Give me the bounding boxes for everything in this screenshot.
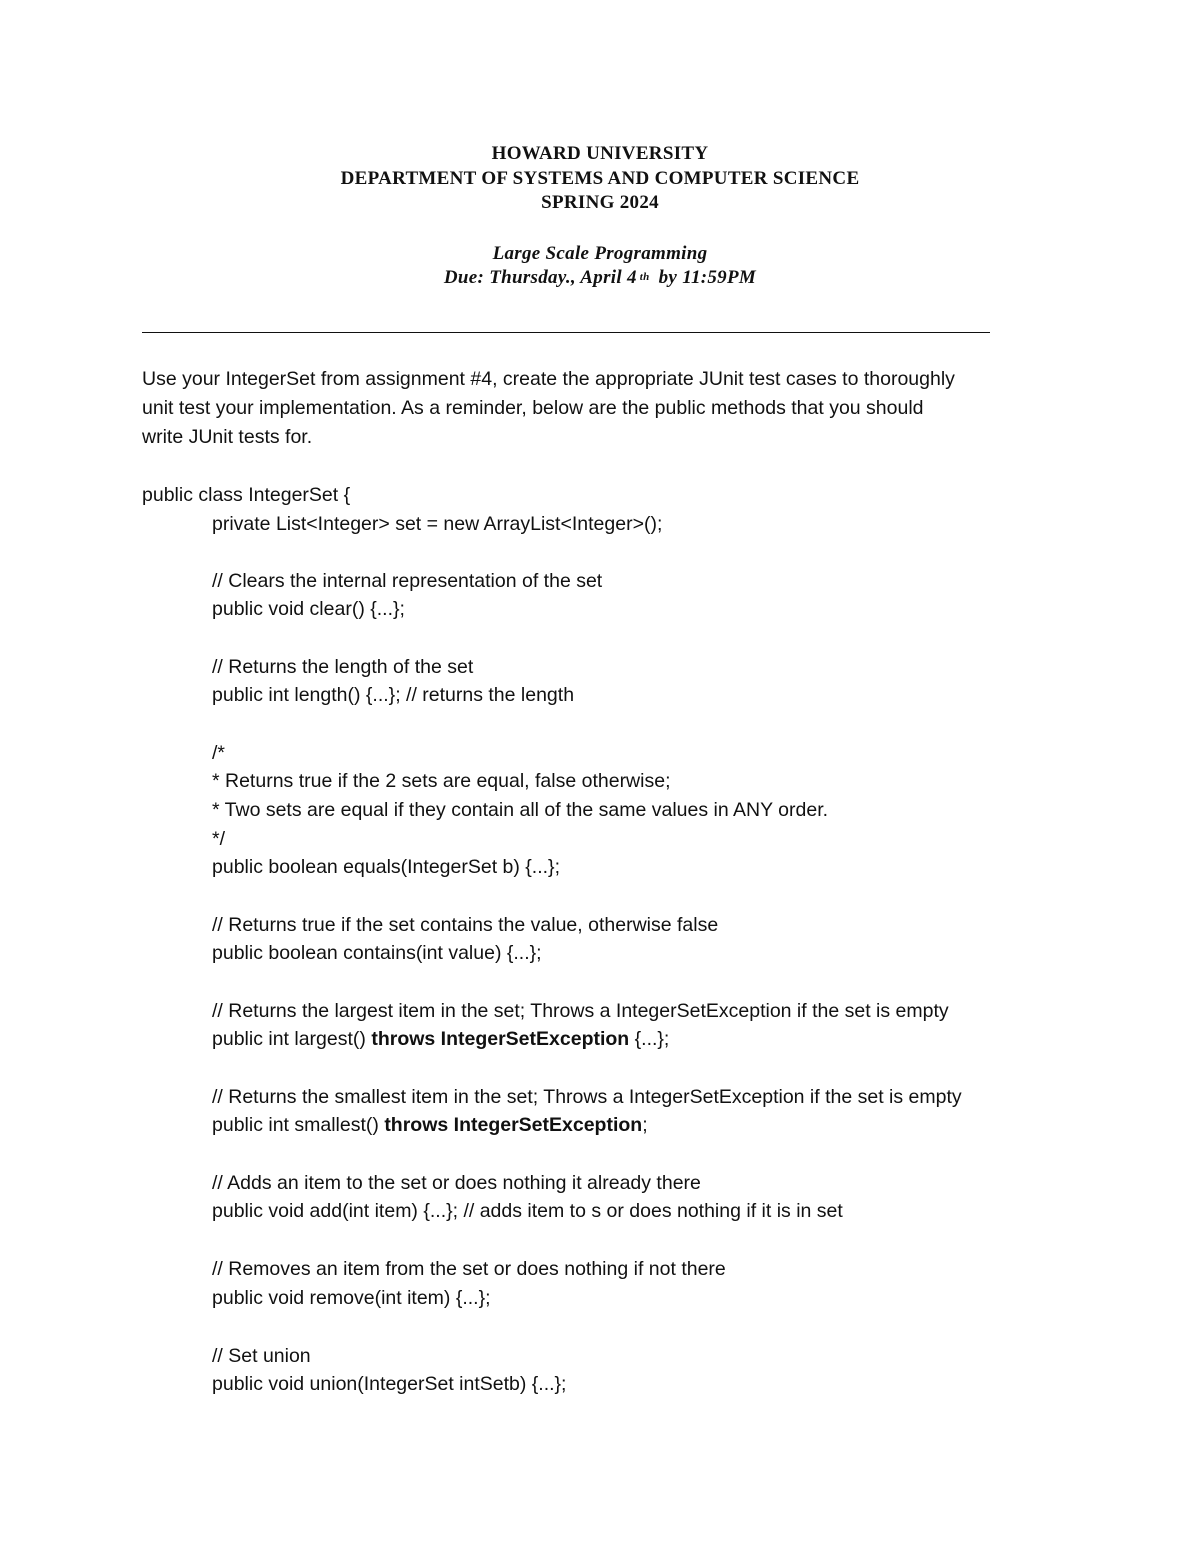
largest-sig-start: public int largest()	[212, 1028, 372, 1050]
smallest-comment: // Returns the smallest item in the set; Throws a IntegerSetException if the set is empty	[212, 1086, 962, 1108]
class-declaration: public class IntegerSet {	[142, 484, 351, 506]
due-date	[0, 266, 1200, 292]
remove-comment: // Removes an item from the set or does nothing if not there	[212, 1258, 726, 1280]
smallest-signature	[212, 1111, 648, 1140]
university-name: HOWARD UNIVERSITY	[491, 143, 709, 164]
smallest-sig-start: public int smallest()	[212, 1114, 385, 1136]
course-title: Large Scale Programming	[492, 243, 708, 264]
department-name: DEPARTMENT OF SYSTEMS AND COMPUTER SCIENCE	[340, 168, 860, 189]
intro-line-2: unit test your implementation. As a reminder, below are the public methods that you should	[142, 397, 924, 419]
intro-line-3: write JUnit tests for.	[142, 426, 313, 448]
contains-signature: public boolean contains(int value) {...};	[212, 942, 542, 964]
intro-line-1: Use your IntegerSet from assignment #4, create the appropriate JUnit test cases to thoroughly	[142, 368, 955, 390]
largest-sig-end: {...};	[629, 1028, 670, 1050]
smallest-throws-clause: throws IntegerSetException	[384, 1114, 643, 1136]
largest-throws-clause: throws IntegerSetException	[371, 1028, 630, 1050]
due-date-suffix: th	[639, 271, 650, 283]
clear-signature: public void clear() {...};	[212, 598, 405, 620]
due-time: by 11:59PM	[658, 267, 757, 288]
term: SPRING 2024	[541, 192, 659, 213]
equals-comment-line-1: * Returns true if the 2 sets are equal, false otherwise;	[212, 770, 671, 792]
add-signature: public void add(int item) {...}; // adds item to s or does nothing if it is in set	[212, 1200, 843, 1222]
field-declaration: private List<Integer> set = new ArrayList<Integer>();	[212, 513, 663, 535]
remove-signature: public void remove(int item) {...};	[212, 1287, 491, 1309]
smallest-sig-end: ;	[642, 1114, 648, 1136]
length-signature: public int length() {...}; // returns the length	[212, 684, 575, 706]
clear-comment: // Clears the internal representation of the set	[212, 570, 603, 592]
union-comment: // Set union	[212, 1345, 311, 1367]
equals-comment-open: /*	[212, 742, 226, 764]
equals-comment-close: */	[212, 828, 226, 850]
add-comment: // Adds an item to the set or does nothing it already there	[212, 1172, 701, 1194]
contains-comment: // Returns true if the set contains the value, otherwise false	[212, 914, 719, 936]
equals-comment-line-2: * Two sets are equal if they contain all of the same values in ANY order.	[212, 799, 829, 821]
header-divider	[142, 332, 990, 333]
length-comment: // Returns the length of the set	[212, 656, 474, 678]
equals-signature: public boolean equals(IntegerSet b) {...};	[212, 856, 560, 878]
union-signature: public void union(IntegerSet intSetb) {...};	[212, 1373, 567, 1395]
due-date-prefix: Due: Thursday., April 4	[443, 267, 637, 288]
largest-comment: // Returns the largest item in the set; Throws a IntegerSetException if the set is empty	[212, 1000, 949, 1022]
largest-signature	[212, 1025, 669, 1054]
